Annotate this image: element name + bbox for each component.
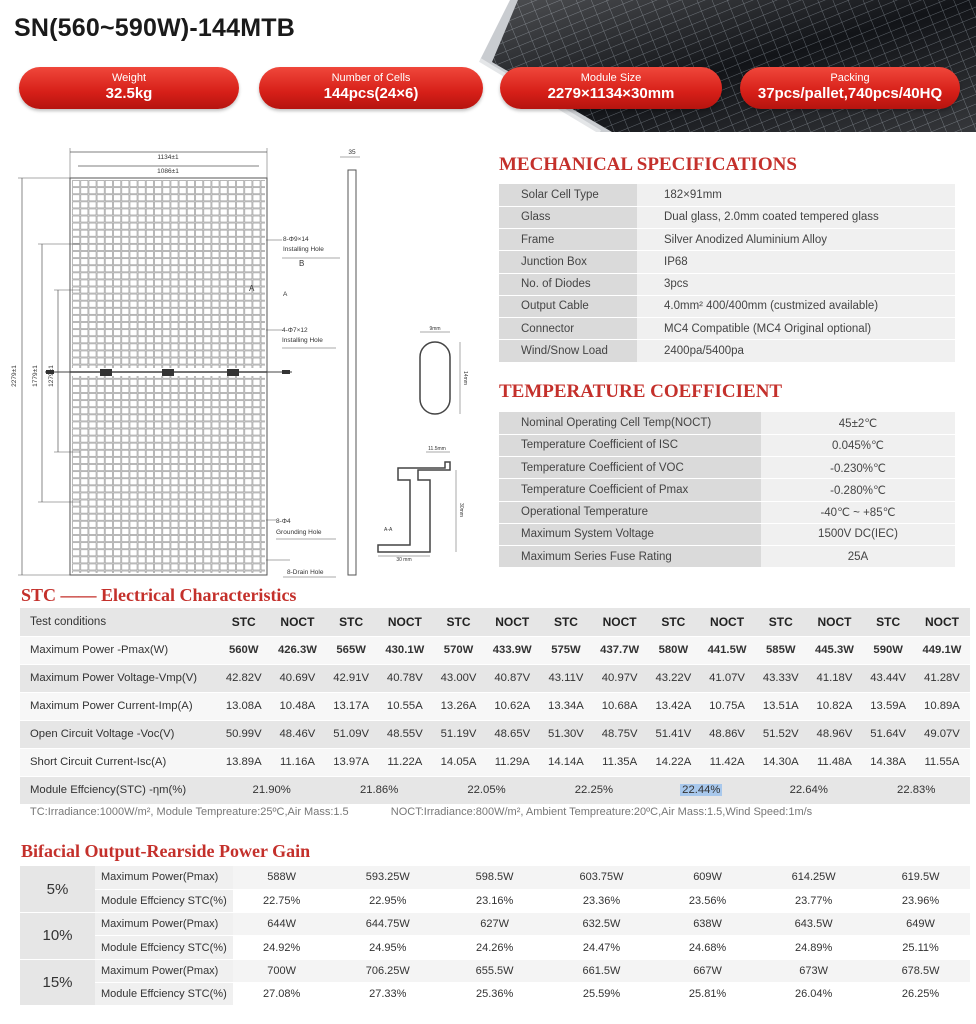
noct-value: 430.1W <box>377 636 433 664</box>
efficiency-cell <box>325 776 432 804</box>
packing-badge <box>740 67 960 109</box>
bifacial-value: 27.33% <box>330 982 445 1005</box>
col-noct-header: NOCT <box>699 608 755 636</box>
spec-key: Junction Box <box>499 251 637 273</box>
bifacial-value: 27.08% <box>233 982 330 1005</box>
spec-key: No. of Diodes <box>499 273 637 295</box>
stc-value: 565W <box>325 636 376 664</box>
spec-value: Dual glass, 2.0mm coated tempered glass <box>637 206 955 228</box>
spec-value: 3pcs <box>637 273 955 295</box>
stc-value: 42.82V <box>218 664 269 692</box>
stc-value: 51.19V <box>433 720 484 748</box>
bifacial-value: 588W <box>233 866 330 889</box>
stc-row <box>20 664 970 692</box>
bifacial-value: 24.68% <box>659 936 756 959</box>
temp-key: Temperature Coefficient of ISC <box>499 434 761 456</box>
noct-note: NOCT:Irradiance:800W/m², Ambient Tempreature:20ºC,Air Mass:1.5,Wind Speed:1m/s <box>390 806 813 818</box>
noct-value: 433.9W <box>484 636 540 664</box>
bifacial-value: 706.25W <box>330 959 445 982</box>
bifacial-row-label: Maximum Power(Pmax) <box>95 913 233 936</box>
bifacial-value: 25.81% <box>659 982 756 1005</box>
noct-value: 40.87V <box>484 664 540 692</box>
bifacial-value: 643.5W <box>756 913 871 936</box>
bifacial-value: 644W <box>233 913 330 936</box>
bifacial-row <box>20 913 970 936</box>
efficiency-value: 22.83% <box>897 784 936 796</box>
temp-value: -0.280%℃ <box>761 479 955 501</box>
temp-row <box>499 457 955 479</box>
noct-value: 11.42A <box>699 748 755 776</box>
badge-label: Module Size <box>580 72 642 84</box>
test-conditions-note <box>30 806 812 818</box>
stc-value: 13.26A <box>433 692 484 720</box>
note-detail-a-left: A <box>249 284 255 293</box>
note-install-hole: Installing Hole <box>283 246 324 253</box>
bifacial-value: 638W <box>659 913 756 936</box>
bifacial-row <box>20 982 970 1005</box>
spec-row <box>499 206 955 228</box>
badge-value: 2279×1134×30mm <box>547 85 675 102</box>
bifacial-value: 23.96% <box>871 889 970 912</box>
bifacial-value: 609W <box>659 866 756 889</box>
temp-row <box>499 546 955 568</box>
temp-value: 1500V DC(IEC) <box>761 523 955 545</box>
bifacial-value: 661.5W <box>544 959 659 982</box>
bifacial-value: 598.5W <box>445 866 544 889</box>
bifacial-value: 614.25W <box>756 866 871 889</box>
bifacial-value: 24.92% <box>233 936 330 959</box>
stc-value: 43.44V <box>862 664 913 692</box>
spec-row <box>499 295 955 317</box>
efficiency-value: 22.64% <box>789 784 828 796</box>
efficiency-cell <box>433 776 540 804</box>
stc-row-label: Test conditions <box>20 608 218 636</box>
col-noct-header: NOCT <box>484 608 540 636</box>
spec-key: Glass <box>499 206 637 228</box>
stc-value: 13.42A <box>648 692 699 720</box>
badge-value: 37pcs/pallet,740pcs/40HQ <box>757 85 943 102</box>
bifacial-row-label: Module Effciency STC(%) <box>95 889 233 912</box>
noct-value: 11.48A <box>806 748 862 776</box>
product-title: SN(560~590W)-144MTB <box>14 14 295 42</box>
col-stc-header: STC <box>433 608 484 636</box>
noct-value: 10.75A <box>699 692 755 720</box>
weight-badge <box>19 67 239 109</box>
bifacial-value: 644.75W <box>330 913 445 936</box>
stc-row <box>20 636 970 664</box>
bifacial-value: 25.36% <box>445 982 544 1005</box>
note-hole2: Installing Hole <box>282 337 323 344</box>
efficiency-cell <box>755 776 862 804</box>
bifacial-value: 22.95% <box>330 889 445 912</box>
note-drain: 8-Drain Hole <box>287 569 324 576</box>
gain-percent: 15% <box>20 959 95 1006</box>
stc-value: 590W <box>862 636 913 664</box>
mechanical-heading: MECHANICAL SPECIFICATIONS <box>499 154 797 175</box>
stc-heading: STC —— Electrical Characteristics <box>21 585 297 605</box>
hole-width-label: 9mm <box>429 326 441 332</box>
hole-length-label: 14mm <box>462 371 468 385</box>
bifacial-value: 24.47% <box>544 936 659 959</box>
hole-span-dim-label: 1779±1 <box>32 365 39 387</box>
cells-badge <box>259 67 483 109</box>
noct-value: 40.69V <box>269 664 325 692</box>
temperature-table <box>499 412 955 568</box>
noct-value: 48.46V <box>269 720 325 748</box>
efficiency-value: 22.05% <box>467 784 506 796</box>
stc-value: 13.34A <box>540 692 591 720</box>
noct-value: 437.7W <box>592 636 648 664</box>
stc-row-label: Module Effciency(STC) -ηm(%) <box>20 776 218 804</box>
stc-value: 51.64V <box>862 720 913 748</box>
spec-value: IP68 <box>637 251 955 273</box>
efficiency-cell <box>218 776 325 804</box>
temp-key: Operational Temperature <box>499 501 761 523</box>
spec-row <box>499 184 955 206</box>
stc-row <box>20 692 970 720</box>
noct-value: 11.29A <box>484 748 540 776</box>
module-size-badge <box>500 67 722 109</box>
badge-label: Packing <box>830 72 870 84</box>
noct-value: 10.48A <box>269 692 325 720</box>
note-install-hole-size: 8-Φ9×14 <box>283 236 309 243</box>
bifacial-value: 24.26% <box>445 936 544 959</box>
bifacial-value: 23.36% <box>544 889 659 912</box>
temp-value: 45±2℃ <box>761 412 955 434</box>
thickness-dim-label: 35 <box>348 149 356 156</box>
inner-hole-span-dim-label: 1279±1 <box>48 365 55 387</box>
noct-value: 445.3W <box>806 636 862 664</box>
spec-key: Wind/Snow Load <box>499 340 637 362</box>
bifacial-heading: Bifacial Output-Rearside Power Gain <box>21 841 311 861</box>
col-stc-header: STC <box>648 608 699 636</box>
bifacial-value: 649W <box>871 913 970 936</box>
stc-value: 43.00V <box>433 664 484 692</box>
badge-value: 32.5kg <box>105 85 153 102</box>
col-noct-header: NOCT <box>377 608 433 636</box>
noct-value: 48.86V <box>699 720 755 748</box>
temperature-heading: TEMPERATURE COEFFICIENT <box>499 381 783 402</box>
temp-row <box>499 523 955 545</box>
stc-value: 51.41V <box>648 720 699 748</box>
col-noct-header: NOCT <box>269 608 325 636</box>
stc-value: 14.22A <box>648 748 699 776</box>
spec-value: 2400pa/5400pa <box>637 340 955 362</box>
bifacial-row-label: Module Effciency STC(%) <box>95 982 233 1005</box>
stc-value: 560W <box>218 636 269 664</box>
noct-value: 48.65V <box>484 720 540 748</box>
width-dim-label: 1134±1 <box>157 154 179 161</box>
height-dim-label: 2279±1 <box>11 365 18 387</box>
spec-value: Silver Anodized Aluminium Alloy <box>637 229 955 251</box>
spec-value: MC4 Compatible (MC4 Original optional) <box>637 318 955 340</box>
bifacial-value: 25.11% <box>871 936 970 959</box>
note-grounding-size: 8-Φ4 <box>276 518 291 525</box>
noct-value: 10.55A <box>377 692 433 720</box>
noct-value: 11.55A <box>914 748 970 776</box>
noct-value: 41.28V <box>914 664 970 692</box>
stc-value: 42.91V <box>325 664 376 692</box>
stc-value: 14.05A <box>433 748 484 776</box>
col-stc-header: STC <box>325 608 376 636</box>
noct-value: 11.35A <box>592 748 648 776</box>
spec-key: Output Cable <box>499 295 637 317</box>
bifacial-value: 632.5W <box>544 913 659 936</box>
stc-note: TC:Irradiance:1000W/m², Module Tempreature:25ºC,Air Mass:1.5 <box>30 806 349 818</box>
noct-value: 10.62A <box>484 692 540 720</box>
noct-value: 48.96V <box>806 720 862 748</box>
bifacial-value: 26.25% <box>871 982 970 1005</box>
bifacial-value: 22.75% <box>233 889 330 912</box>
badge-value: 144pcs(24×6) <box>323 85 419 102</box>
col-stc-header: STC <box>755 608 806 636</box>
solar-panel-photo <box>440 0 976 132</box>
stc-row-label: Maximum Power Voltage-Vmp(V) <box>20 664 218 692</box>
frame-base-label: 30 mm <box>396 557 412 563</box>
efficiency-value: 22.44% <box>682 784 721 796</box>
stc-value: 14.30A <box>755 748 806 776</box>
bifacial-table <box>20 866 970 1006</box>
noct-value: 48.55V <box>377 720 433 748</box>
noct-value: 49.07V <box>914 720 970 748</box>
spec-row <box>499 229 955 251</box>
note-detail-a: A <box>283 291 288 298</box>
stc-value: 585W <box>755 636 806 664</box>
stc-row <box>20 748 970 776</box>
bifacial-value: 655.5W <box>445 959 544 982</box>
noct-value: 41.18V <box>806 664 862 692</box>
temp-key: Temperature Coefficient of Pmax <box>499 479 761 501</box>
lip-width-label: 11.5mm <box>428 446 446 452</box>
stc-value: 13.89A <box>218 748 269 776</box>
bifacial-value: 23.56% <box>659 889 756 912</box>
spec-row <box>499 340 955 362</box>
stc-value: 570W <box>433 636 484 664</box>
stc-row <box>20 776 970 804</box>
note-detail-b: B <box>299 259 305 268</box>
stc-value: 14.14A <box>540 748 591 776</box>
bifacial-value: 24.89% <box>756 936 871 959</box>
bifacial-value: 667W <box>659 959 756 982</box>
bifacial-value: 627W <box>445 913 544 936</box>
efficiency-cell <box>862 776 970 804</box>
noct-value: 11.16A <box>269 748 325 776</box>
temp-value: 25A <box>761 546 955 568</box>
noct-value: 10.68A <box>592 692 648 720</box>
badge-label: Weight <box>111 72 147 84</box>
bifacial-row-label: Module Effciency STC(%) <box>95 936 233 959</box>
bifacial-value: 25.59% <box>544 982 659 1005</box>
stc-row-label: Short Circuit Current-Isc(A) <box>20 748 218 776</box>
mechanical-table <box>499 184 955 363</box>
frame-height-label: 30mm <box>458 503 464 517</box>
temp-row <box>499 501 955 523</box>
efficiency-value: 21.86% <box>359 784 399 796</box>
gain-percent: 10% <box>20 913 95 960</box>
stc-row-label: Open Circuit Voltage -Voc(V) <box>20 720 218 748</box>
bifacial-value: 26.04% <box>756 982 871 1005</box>
efficiency-value: 22.25% <box>574 784 614 796</box>
spec-value: 4.0mm² 400/400mm (custmized available) <box>637 295 955 317</box>
bifacial-value: 619.5W <box>871 866 970 889</box>
stc-value: 575W <box>540 636 591 664</box>
noct-value: 10.89A <box>914 692 970 720</box>
bifacial-value: 603.75W <box>544 866 659 889</box>
stc-row-label: Maximum Power -Pmax(W) <box>20 636 218 664</box>
stc-value: 13.51A <box>755 692 806 720</box>
temp-key: Maximum System Voltage <box>499 523 761 545</box>
stc-value: 14.38A <box>862 748 913 776</box>
bifacial-value: 678.5W <box>871 959 970 982</box>
noct-value: 449.1W <box>914 636 970 664</box>
module-technical-drawing <box>0 140 490 582</box>
stc-value: 50.99V <box>218 720 269 748</box>
noct-value: 40.78V <box>377 664 433 692</box>
col-stc-header: STC <box>540 608 591 636</box>
stc-table <box>20 608 970 805</box>
stc-value: 51.09V <box>325 720 376 748</box>
col-stc-header: STC <box>862 608 913 636</box>
temp-row <box>499 412 955 434</box>
bifacial-row-label: Maximum Power(Pmax) <box>95 866 233 889</box>
spec-key: Frame <box>499 229 637 251</box>
efficiency-cell <box>648 776 755 804</box>
temp-row <box>499 479 955 501</box>
note-hole2-size: 4-Φ7×12 <box>282 327 308 334</box>
temp-key: Maximum Series Fuse Rating <box>499 546 761 568</box>
col-noct-header: NOCT <box>806 608 862 636</box>
noct-value: 441.5W <box>699 636 755 664</box>
col-noct-header: NOCT <box>914 608 970 636</box>
stc-row-label: Maximum Power Current-Imp(A) <box>20 692 218 720</box>
temp-key: Temperature Coefficient of VOC <box>499 457 761 479</box>
noct-value: 40.97V <box>592 664 648 692</box>
bifacial-value: 700W <box>233 959 330 982</box>
stc-value: 13.08A <box>218 692 269 720</box>
temp-row <box>499 434 955 456</box>
spec-key: Solar Cell Type <box>499 184 637 206</box>
bifacial-value: 673W <box>756 959 871 982</box>
bifacial-row <box>20 959 970 982</box>
spec-key: Connector <box>499 318 637 340</box>
noct-value: 426.3W <box>269 636 325 664</box>
spec-row <box>499 273 955 295</box>
bifacial-row <box>20 889 970 912</box>
stc-value: 51.52V <box>755 720 806 748</box>
spec-row <box>499 251 955 273</box>
temp-value: -40℃ ~ +85℃ <box>761 501 955 523</box>
stc-value: 580W <box>648 636 699 664</box>
stc-row <box>20 608 970 636</box>
bifacial-row <box>20 936 970 959</box>
badge-label: Number of Cells <box>331 72 411 84</box>
col-noct-header: NOCT <box>592 608 648 636</box>
bifacial-value: 23.77% <box>756 889 871 912</box>
gain-percent: 5% <box>20 866 95 913</box>
temp-value: 0.045%℃ <box>761 434 955 456</box>
col-stc-header: STC <box>218 608 269 636</box>
spec-value: 182×91mm <box>637 184 955 206</box>
stc-value: 13.97A <box>325 748 376 776</box>
stc-value: 13.59A <box>862 692 913 720</box>
temp-key: Nominal Operating Cell Temp(NOCT) <box>499 412 761 434</box>
efficiency-value: 21.90% <box>252 784 291 796</box>
stc-row <box>20 720 970 748</box>
stc-value: 51.30V <box>540 720 591 748</box>
note-grounding: Grounding Hole <box>276 529 322 536</box>
noct-value: 11.22A <box>377 748 433 776</box>
bifacial-value: 593.25W <box>330 866 445 889</box>
bifacial-row <box>20 866 970 889</box>
bifacial-value: 24.95% <box>330 936 445 959</box>
noct-value: 48.75V <box>592 720 648 748</box>
stc-value: 43.22V <box>648 664 699 692</box>
bifacial-row-label: Maximum Power(Pmax) <box>95 959 233 982</box>
inner-width-dim-label: 1086±1 <box>157 168 179 175</box>
efficiency-cell <box>540 776 647 804</box>
spec-row <box>499 318 955 340</box>
noct-value: 10.82A <box>806 692 862 720</box>
noct-value: 41.07V <box>699 664 755 692</box>
temp-value: -0.230%℃ <box>761 457 955 479</box>
stc-value: 43.33V <box>755 664 806 692</box>
stc-value: 13.17A <box>325 692 376 720</box>
bifacial-value: 23.16% <box>445 889 544 912</box>
stc-value: 43.11V <box>540 664 591 692</box>
section-aa-label: A-A <box>384 527 393 533</box>
